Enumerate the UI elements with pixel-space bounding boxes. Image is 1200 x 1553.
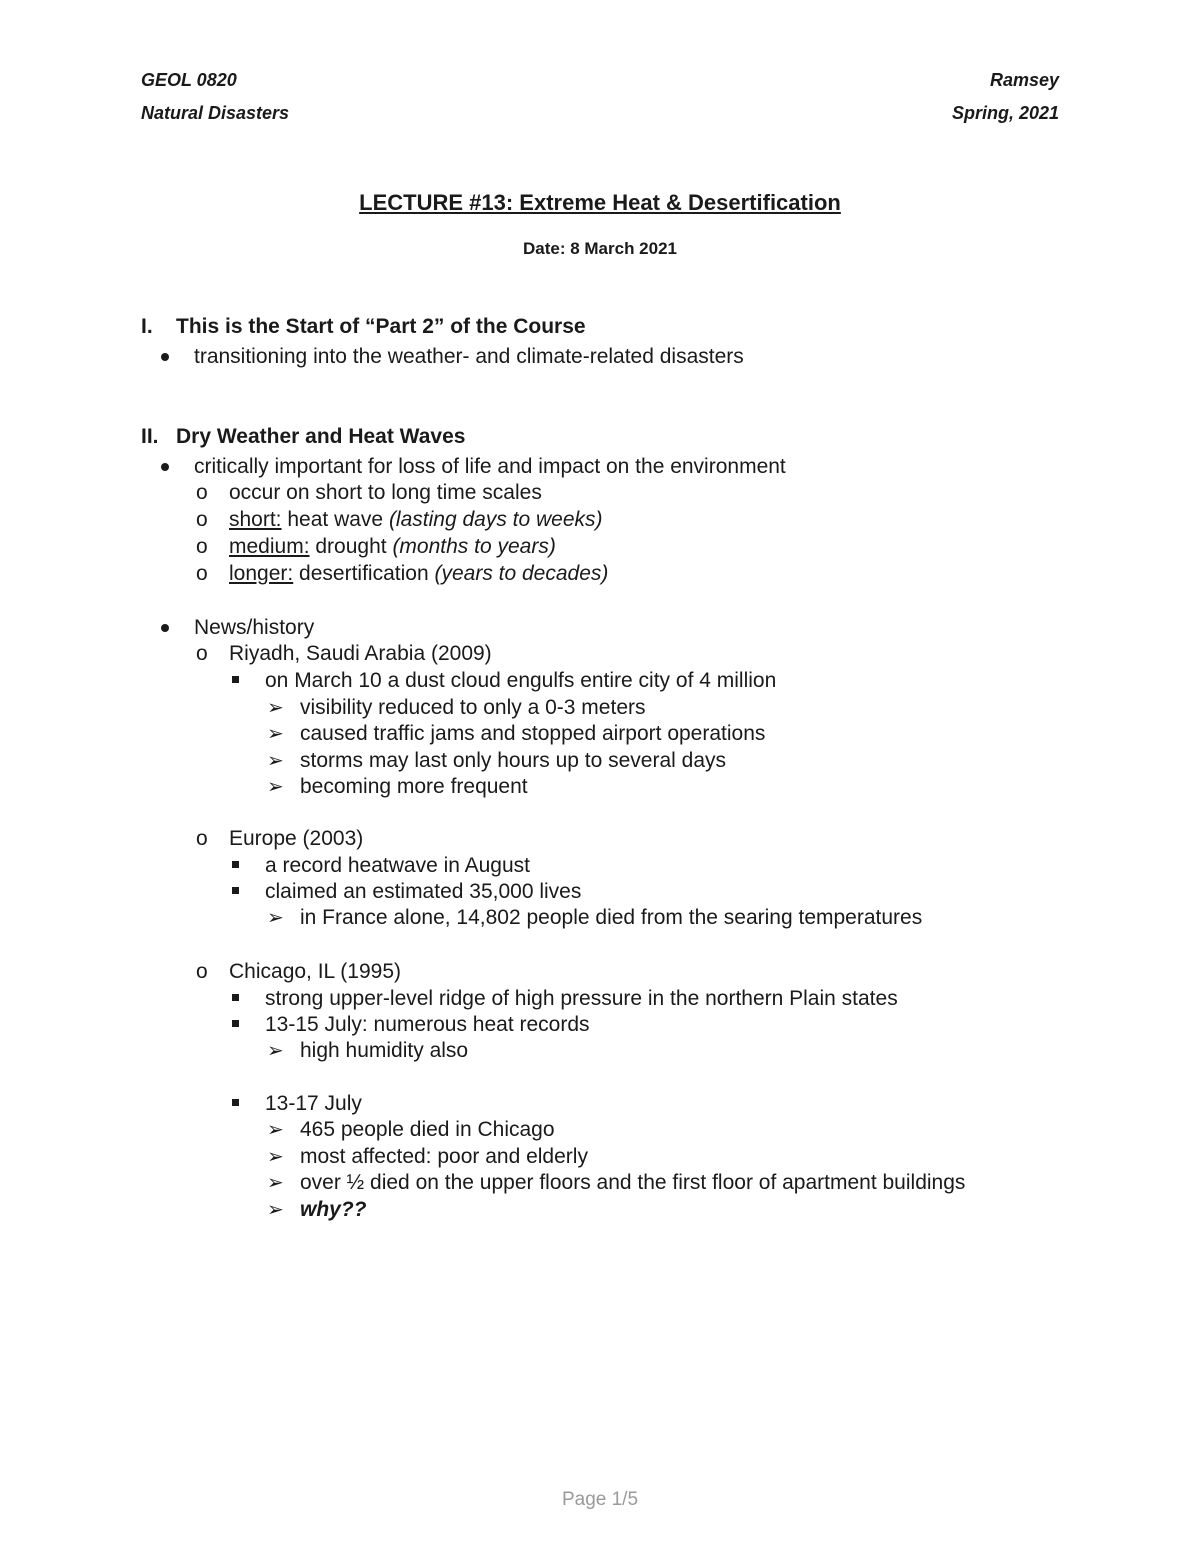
- list-item: [194, 615, 314, 641]
- circle-bullet-icon: o: [196, 481, 208, 504]
- list-item: [196, 561, 609, 587]
- list-item: [196, 826, 364, 852]
- bullet-icon: [161, 624, 169, 632]
- section-heading-2: [141, 425, 465, 449]
- list-item: [267, 1038, 469, 1064]
- list-item-text: desertification: [293, 562, 435, 585]
- list-item-text: caused traffic jams and stopped airport operations: [300, 722, 766, 745]
- list-item: [196, 480, 542, 506]
- list-item: [265, 668, 776, 694]
- circle-bullet-icon: o: [196, 827, 208, 850]
- arrow-bullet-icon: ➢: [267, 1172, 284, 1194]
- list-item-text: claimed an estimated 35,000 lives: [265, 880, 582, 903]
- arrow-bullet-icon: ➢: [267, 697, 284, 719]
- arrow-bullet-icon: ➢: [267, 1119, 284, 1141]
- instructor-name: Ramsey: [989, 70, 1059, 90]
- list-item-text: 13-15 July: numerous heat records: [265, 1013, 590, 1036]
- circle-bullet-icon: o: [196, 535, 208, 558]
- lecture-date: Date: 8 March 2021: [522, 239, 678, 258]
- list-item-text: why??: [300, 1198, 367, 1221]
- list-item: [196, 959, 401, 985]
- list-item-text: 465 people died in Chicago: [300, 1118, 555, 1141]
- list-item-text: strong upper-level ridge of high pressure in the northern Plain states: [265, 987, 898, 1010]
- list-item-text: critically important for loss of life and impact on the environment: [194, 455, 786, 478]
- section-number: I.: [141, 315, 153, 338]
- arrow-bullet-icon: ➢: [267, 1146, 284, 1168]
- circle-bullet-icon: o: [196, 960, 208, 983]
- list-item: [265, 853, 530, 879]
- list-item: [196, 534, 556, 560]
- term: Spring, 2021: [951, 103, 1059, 123]
- term-label: longer:: [229, 562, 294, 585]
- arrow-bullet-icon: ➢: [267, 1040, 284, 1062]
- list-item-text: Riyadh, Saudi Arabia (2009): [229, 642, 492, 665]
- bullet-icon: [161, 463, 169, 471]
- course-name: Natural Disasters: [141, 103, 290, 123]
- list-item: [267, 695, 646, 721]
- arrow-bullet-icon: ➢: [267, 907, 284, 929]
- square-bullet-icon: [232, 994, 239, 1001]
- section-title: Dry Weather and Heat Waves: [176, 425, 466, 448]
- circle-bullet-icon: o: [196, 642, 208, 665]
- term-label: short:: [229, 508, 282, 531]
- circle-bullet-icon: o: [196, 508, 208, 531]
- list-item: [267, 1117, 555, 1143]
- timescale-note: (years to decades): [434, 562, 609, 585]
- list-item: [194, 454, 786, 480]
- arrow-bullet-icon: ➢: [267, 723, 284, 745]
- term-label: medium:: [229, 535, 310, 558]
- list-item-text: in France alone, 14,802 people died from the searing temperatures: [300, 906, 923, 929]
- list-item: [194, 344, 744, 370]
- list-item: [267, 721, 766, 747]
- list-item-text: visibility reduced to only a 0-3 meters: [300, 696, 646, 719]
- list-item: [267, 774, 528, 800]
- list-item-text: drought: [309, 535, 393, 558]
- list-item: [265, 879, 581, 905]
- list-item: [265, 1091, 362, 1117]
- list-item-text: a record heatwave in August: [265, 854, 531, 877]
- list-item: [267, 1170, 966, 1196]
- section-heading-1: [141, 315, 586, 339]
- list-item-text: becoming more frequent: [300, 775, 528, 798]
- list-item: [267, 1144, 588, 1170]
- list-item-text: most affected: poor and elderly: [300, 1145, 588, 1168]
- list-item: [196, 641, 492, 667]
- list-item-text: on March 10 a dust cloud engulfs entire city of 4 million: [265, 669, 777, 692]
- list-item-text: high humidity also: [300, 1039, 469, 1062]
- page-number: Page 1/5: [561, 1489, 639, 1510]
- arrow-bullet-icon: ➢: [267, 750, 284, 772]
- list-item: [267, 905, 923, 931]
- list-item-text: 13-17 July: [265, 1092, 362, 1115]
- list-item-text: Chicago, IL (1995): [229, 960, 401, 983]
- list-item: [267, 1197, 367, 1223]
- square-bullet-icon: [232, 1020, 239, 1027]
- timescale-note: (lasting days to weeks): [388, 508, 603, 531]
- list-item-text: heat wave: [281, 508, 389, 531]
- square-bullet-icon: [232, 887, 239, 894]
- arrow-bullet-icon: ➢: [267, 776, 284, 798]
- list-item-text: News/history: [194, 616, 315, 639]
- list-item-text: storms may last only hours up to several days: [300, 749, 727, 772]
- list-item-text: Europe (2003): [229, 827, 364, 850]
- square-bullet-icon: [232, 1099, 239, 1106]
- section-number: II.: [141, 425, 159, 448]
- list-item-text: transitioning into the weather- and climate-related disasters: [194, 345, 744, 368]
- list-item-text: occur on short to long time scales: [229, 481, 542, 504]
- list-item-text: over ½ died on the upper floors and the first floor of apartment buildings: [300, 1171, 966, 1194]
- list-item: [196, 507, 603, 533]
- circle-bullet-icon: o: [196, 562, 208, 585]
- list-item: [265, 1012, 590, 1038]
- timescale-note: (months to years): [392, 535, 556, 558]
- list-item: [265, 986, 898, 1012]
- square-bullet-icon: [232, 861, 239, 868]
- arrow-bullet-icon: ➢: [267, 1199, 284, 1221]
- course-code: GEOL 0820: [141, 70, 237, 90]
- section-title: This is the Start of “Part 2” of the Course: [176, 315, 586, 338]
- list-item: [267, 748, 727, 774]
- bullet-icon: [161, 353, 169, 361]
- square-bullet-icon: [232, 676, 239, 683]
- lecture-title: LECTURE #13: Extreme Heat & Desertification: [359, 190, 841, 215]
